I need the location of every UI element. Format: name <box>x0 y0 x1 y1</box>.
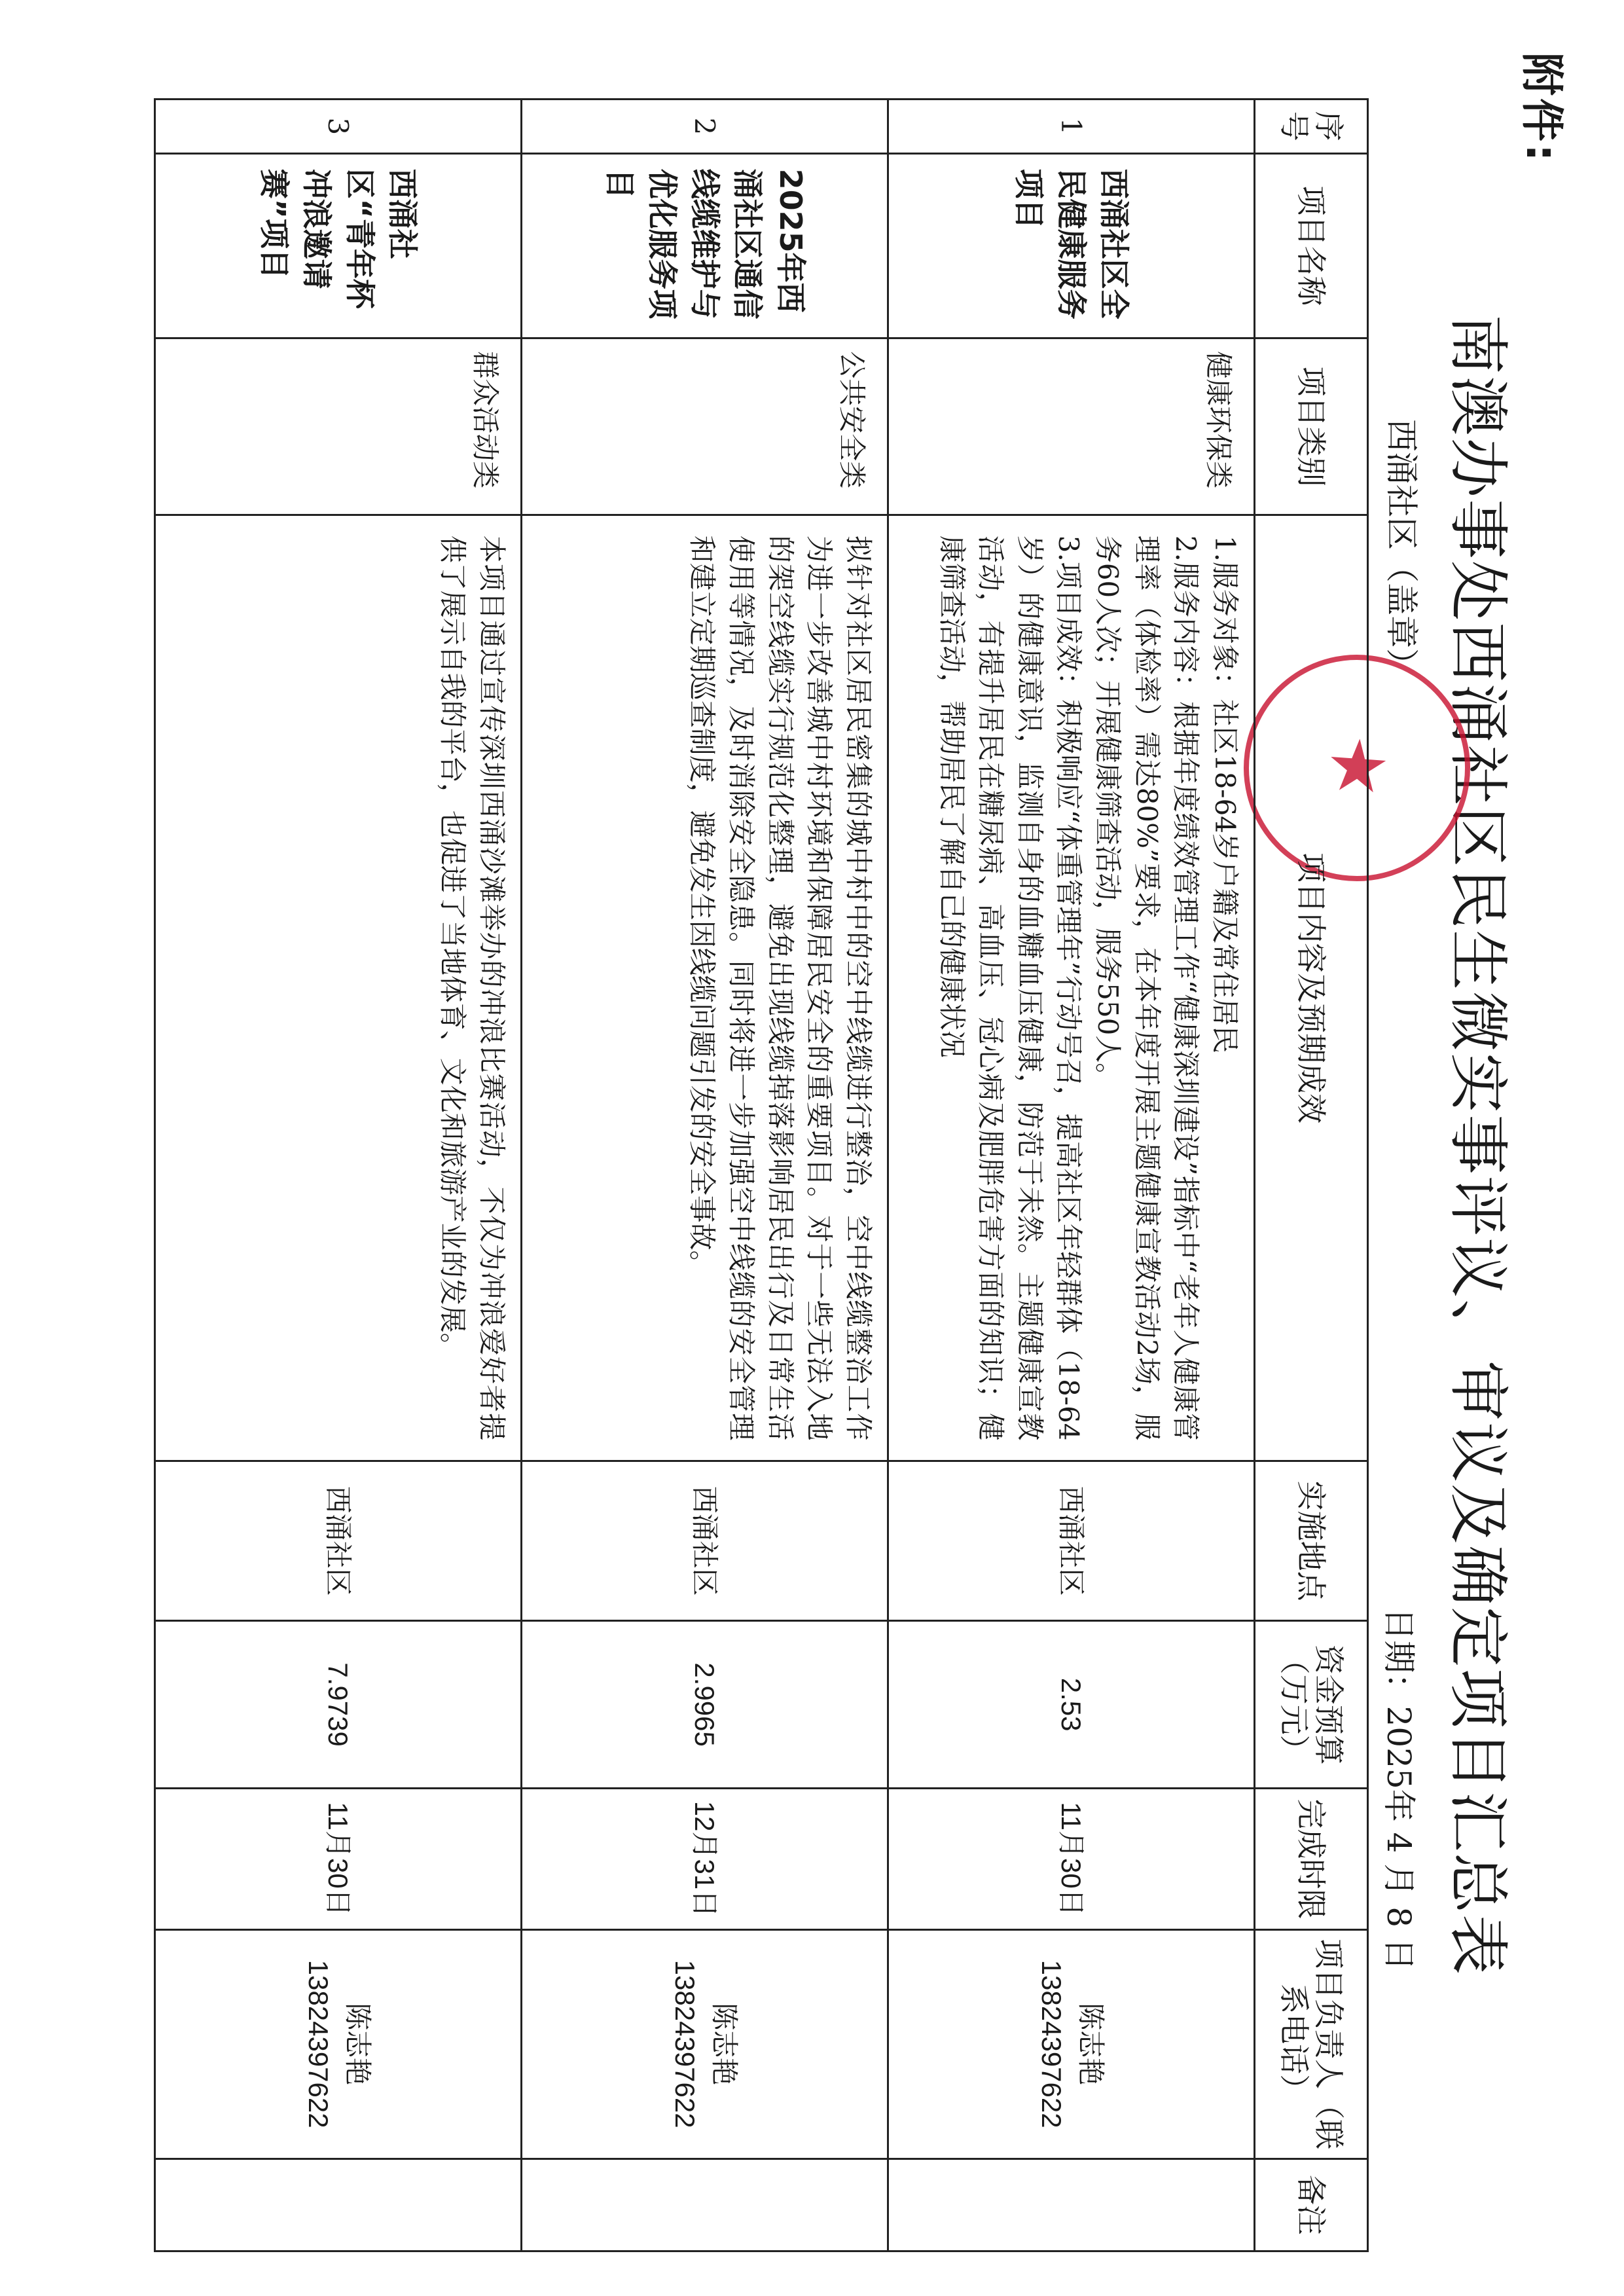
row-site: 西涌社区 <box>888 1461 1255 1620</box>
row-owner <box>155 1929 522 2159</box>
row-project-name: 西涌社区全民健康服务项目 <box>888 153 1255 338</box>
column-header-type: 项目类别 <box>1255 338 1368 515</box>
row-remark <box>888 2159 1255 2251</box>
row-project-type: 公共安全类 <box>522 338 888 515</box>
column-header-name: 项目名称 <box>1255 153 1368 338</box>
column-header-owner: 项目负责人（联系电话） <box>1255 1929 1368 2159</box>
row-seq: 1 <box>888 100 1255 154</box>
row-project-type: 群众活动类 <box>155 338 522 515</box>
table-header-row <box>1255 100 1368 2251</box>
page-title: 南澳办事处西涌社区民生微实事评议、审议及确定项目汇总表 <box>1443 314 1513 1977</box>
content-line: 2.服务内容：根据年度绩效管理工作“健康深圳建设”指标中“老年人健康管理率（体检率）需达80%”要求，在本年度开展主题健康宣教活动2场，服务60人次；开展健康筛查活动，服务550人。 <box>1092 535 1202 1441</box>
project-summary-table <box>154 98 1369 2252</box>
owner-phone: 13824397622 <box>670 1959 701 2128</box>
row-remark <box>155 2159 522 2251</box>
owner-phone: 13824397622 <box>1036 1959 1068 2128</box>
column-header-content: 项目内容及预期成效 <box>1255 515 1368 1461</box>
seal-star-icon: ★ <box>1310 725 1408 809</box>
title-subline <box>1382 367 1428 2167</box>
row-deadline: 12月31日 <box>522 1789 888 1929</box>
row-seq: 2 <box>522 100 888 154</box>
owner-phone: 13824397622 <box>303 1959 334 2128</box>
column-header-seq: 序号 <box>1255 100 1368 154</box>
community-label: 西涌社区（盖章） <box>1382 419 1420 681</box>
row-project-content <box>888 515 1255 1461</box>
column-header-deadline: 完成时限 <box>1255 1789 1368 1929</box>
row-site: 西涌社区 <box>522 1461 888 1620</box>
row-budget: 2.9965 <box>522 1620 888 1789</box>
content-line: 本项目通过宣传深圳西涌沙滩举办的冲浪比赛活动，不仅为冲浪爱好者提供了展示自我的平台，也促进了当地体育、文化和旅游产业的发展。 <box>437 535 508 1441</box>
row-remark <box>522 2159 888 2251</box>
row-project-content <box>155 515 522 1461</box>
content-line: 3.项目成效：积极响应“体重管理年”行动号召，提高社区年轻群体（18-64岁）的健康意识，监测自身的血糖血压健康，防范于未然。主题健康宣教活动，有提升居民在糖尿病、高血压、冠心病及肥胖危害方面的知识；健康筛查活动，帮助居民了解自己的健康状况 <box>935 535 1085 1441</box>
row-budget: 7.9739 <box>155 1620 522 1789</box>
column-header-remark: 备注 <box>1255 2159 1368 2251</box>
row-budget: 2.53 <box>888 1620 1255 1789</box>
row-site: 西涌社区 <box>155 1461 522 1620</box>
date-label: 日期：2025年 4 月 8 日 <box>1380 1607 1418 1971</box>
table-row <box>522 100 888 2251</box>
annex-label: 附件: <box>1517 52 1567 164</box>
row-deadline: 11月30日 <box>155 1789 522 1929</box>
table-row <box>888 100 1255 2251</box>
owner-name: 陈志艳 <box>1075 2003 1107 2086</box>
row-project-content <box>522 515 888 1461</box>
column-header-site: 实施地点 <box>1255 1461 1368 1620</box>
row-project-type: 健康环保类 <box>888 338 1255 515</box>
content-line: 1.服务对象：社区18-64岁户籍及常住居民 <box>1209 535 1241 1053</box>
owner-name: 陈志艳 <box>709 2003 740 2086</box>
table-row <box>155 100 522 2251</box>
row-project-name: 西涌社区“青年杯冲浪邀请赛”项目 <box>155 153 522 338</box>
row-owner <box>888 1929 1255 2159</box>
row-deadline: 11月30日 <box>888 1789 1255 1929</box>
row-owner <box>522 1929 888 2159</box>
owner-name: 陈志艳 <box>342 2003 374 2086</box>
content-line: 拟针对社区居民密集的城中村中的空中线缆进行整治，空中线缆整治工作为进一步改善城中村环境和保障居民安全的重要项目。对于一些无法入地的架空线缆实行规范化整理，避免出现线缆掉落影响居民出行及日常生活使用等情况，及时消除安全隐患。同时将进一步加强空中线缆的安全管理和建立定期巡查制度，避免发生因线缆问题引发的安全事故。 <box>686 535 875 1441</box>
row-project-name: 2025年西涌社区通信线缆维护与优化服务项目 <box>522 153 888 338</box>
row-seq: 3 <box>155 100 522 154</box>
column-header-budget: 资金预算（万元） <box>1255 1620 1368 1789</box>
